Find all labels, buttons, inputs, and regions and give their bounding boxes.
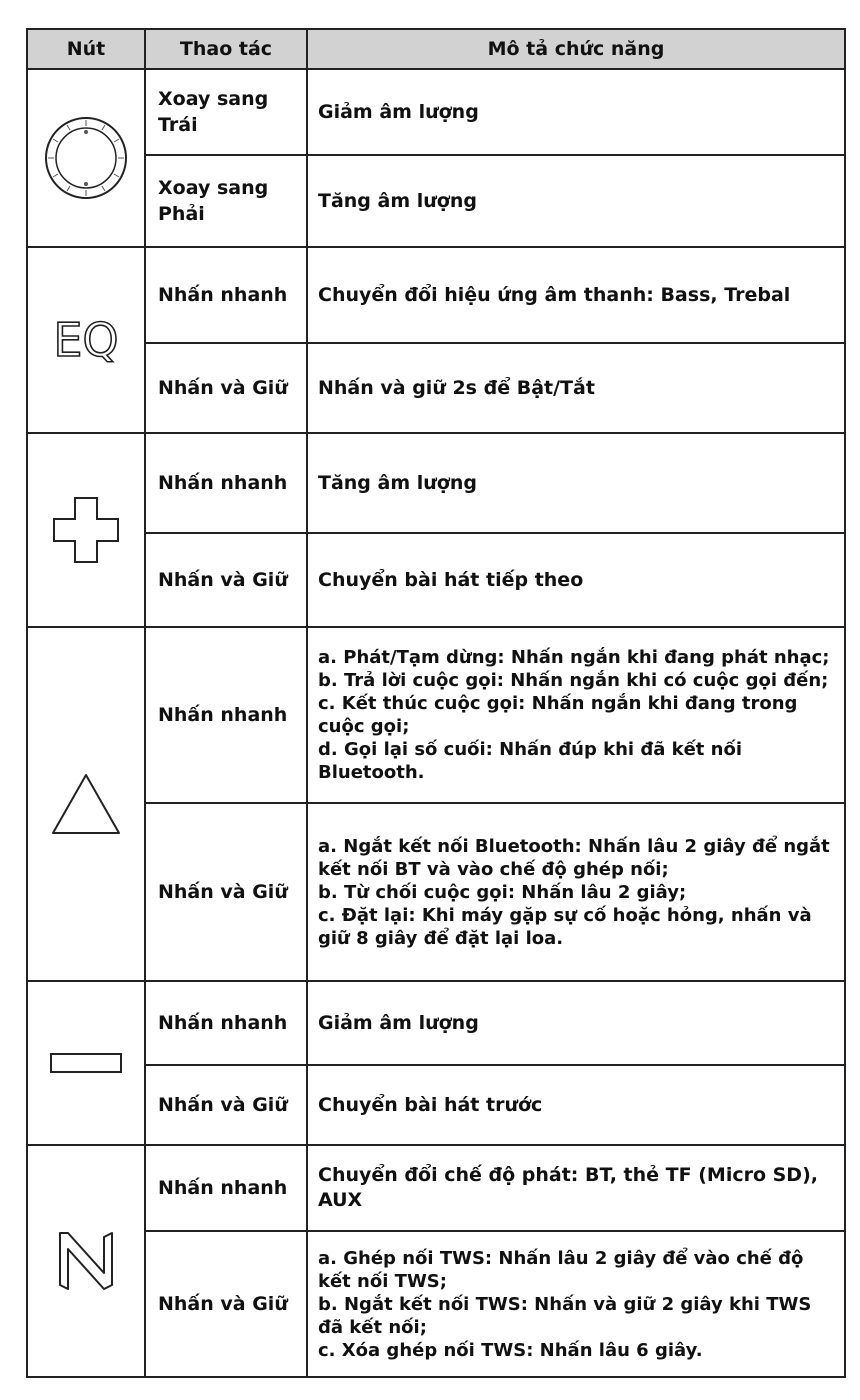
description-line: d. Gọi lại số cuối: Nhấn đúp khi đã kết nối Bluetooth. — [318, 739, 743, 783]
table-row — [27, 803, 845, 981]
description-line: Chuyển đổi hiệu ứng âm thanh: Bass, Trebal — [318, 283, 791, 306]
table-row — [27, 1231, 845, 1377]
description-cell — [307, 533, 845, 627]
header-description: Mô tả chức năng — [307, 29, 845, 69]
table-row — [27, 247, 845, 343]
description-cell — [307, 1231, 845, 1377]
rotary-knob-icon — [27, 69, 145, 247]
description-line: Giảm âm lượng — [318, 1011, 479, 1034]
action-cell: Nhấn nhanh — [145, 627, 307, 803]
description-cell — [307, 981, 845, 1065]
action-cell: Nhấn và Giữ — [145, 533, 307, 627]
description-line: Tăng âm lượng — [318, 471, 477, 494]
action-cell: Nhấn nhanh — [145, 247, 307, 343]
minus-icon — [27, 981, 145, 1145]
action-cell: Nhấn và Giữ — [145, 803, 307, 981]
triangle-icon — [27, 627, 145, 981]
eq-icon — [27, 247, 145, 433]
action-cell: Nhấn và Giữ — [145, 1231, 307, 1377]
description-line: Giảm âm lượng — [318, 100, 479, 123]
plus-icon — [27, 433, 145, 627]
description-line: c. Kết thúc cuộc gọi: Nhấn ngắn khi đang trong cuộc gọi; — [318, 693, 798, 737]
description-cell — [307, 155, 845, 247]
description-line: b. Từ chối cuộc gọi: Nhấn lâu 2 giây; — [318, 881, 687, 903]
action-cell: Nhấn nhanh — [145, 981, 307, 1065]
description-line: Chuyển bài hát trước — [318, 1093, 543, 1116]
header-action: Thao tác — [145, 29, 307, 69]
table-row — [27, 981, 845, 1065]
table-row — [27, 1065, 845, 1145]
action-cell: Nhấn và Giữ — [145, 1065, 307, 1145]
table-row — [27, 627, 845, 803]
description-line: Nhấn và giữ 2s để Bật/Tắt — [318, 376, 595, 399]
description-line: Chuyển bài hát tiếp theo — [318, 568, 584, 591]
description-cell — [307, 69, 845, 155]
description-line: c. Đặt lại: Khi máy gặp sự cố hoặc hỏng, nhấn và giữ 8 giây để đặt lại loa. — [318, 904, 812, 949]
description-cell — [307, 433, 845, 533]
action-cell: Xoay sang Trái — [145, 69, 307, 155]
table-row — [27, 533, 845, 627]
header-button: Nút — [27, 29, 145, 69]
description-line: Tăng âm lượng — [318, 189, 477, 212]
description-line: a. Ghép nối TWS: Nhấn lâu 2 giây để vào chế độ kết nối TWS; — [318, 1247, 804, 1292]
description-cell — [307, 1145, 845, 1231]
action-cell: Nhấn nhanh — [145, 433, 307, 533]
eq-icon-label: EQ — [53, 313, 119, 367]
description-line: b. Ngắt kết nối TWS: Nhấn và giữ 2 giây khi TWS đã kết nối; — [318, 1293, 812, 1338]
table-row — [27, 1145, 845, 1231]
table-row — [27, 155, 845, 247]
description-line: b. Trả lời cuộc gọi: Nhấn ngắn khi có cuộc gọi đến; — [318, 670, 829, 691]
description-line: a. Ngắt kết nối Bluetooth: Nhấn lâu 2 giây để ngắt kết nối BT và vào chế độ ghép nối; — [318, 835, 830, 880]
description-cell — [307, 1065, 845, 1145]
table-row — [27, 69, 845, 155]
description-cell — [307, 247, 845, 343]
description-cell — [307, 803, 845, 981]
mode-n-icon — [27, 1145, 145, 1377]
description-line: Chuyển đổi chế độ phát: BT, thẻ TF (Micro SD), AUX — [318, 1164, 818, 1211]
table-row — [27, 343, 845, 433]
action-cell: Nhấn và Giữ — [145, 343, 307, 433]
action-cell: Nhấn nhanh — [145, 1145, 307, 1231]
description-cell — [307, 627, 845, 803]
controls-table — [26, 28, 846, 1378]
description-line: c. Xóa ghép nối TWS: Nhấn lâu 6 giây. — [318, 1339, 703, 1361]
description-line: a. Phát/Tạm dừng: Nhấn ngắn khi đang phát nhạc; — [318, 647, 830, 668]
header-row — [27, 29, 845, 69]
table-row — [27, 433, 845, 533]
description-cell — [307, 343, 845, 433]
action-cell: Xoay sang Phải — [145, 155, 307, 247]
